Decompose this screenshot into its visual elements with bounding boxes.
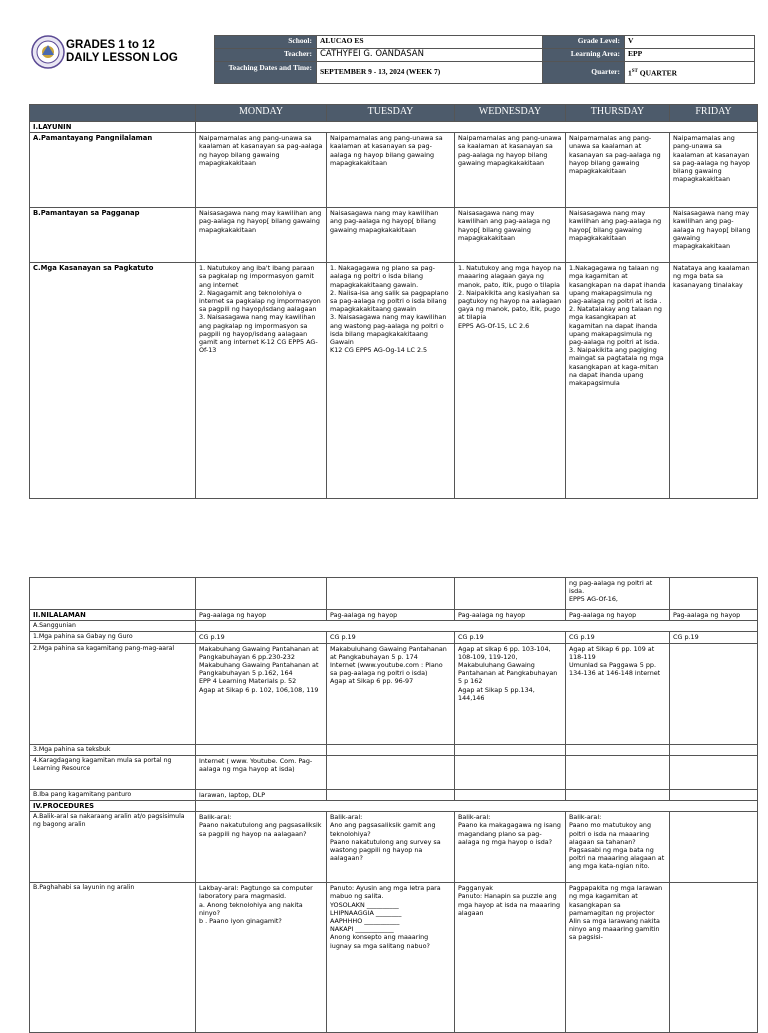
- row-label-pamantayan-sa-pagganap: B.Pamantayan sa Pagganap: [30, 208, 196, 263]
- section-layunin-fill: [196, 122, 758, 133]
- cell-wed-pagganap: Naisasagawa nang may kawilihan ang pag-aalaga ng hayop[ bilang gawaing mapagkakakitaan: [455, 208, 566, 263]
- cell-mon-kasanayan: 1. Natutukoy ang iba't ibang paraan sa pagkalap ng impormasyon gamit ang internet 2. Nagagamit ang teknolohiya o internet sa pagkalap ng impormasyon sa pagpili ng hayop/isdang aalagaan 3. Naisasagawa nang may kawilihan ang pagkalap ng impormasyon sa pagpili ng hayop/isdang aalagaan gamit ang internet K-12 CG EPP5 AG-Of-13: [196, 263, 327, 499]
- cell-tue-iba: [327, 789, 455, 800]
- cell-fri-paghahabi: [670, 883, 758, 1033]
- cell-fri-kasanayan: Natataya ang kaalaman ng mga bata sa kasanayang tinalakay: [670, 263, 758, 499]
- quarter-word: QUARTER: [637, 68, 677, 78]
- teacher-label: Teacher:: [215, 49, 317, 62]
- day-header-monday: MONDAY: [196, 105, 327, 122]
- cell-fri-nilalaman: Pag-aalaga ng hayop: [670, 610, 758, 621]
- cell-mon-paghahabi: Lakbay-aral: Pagtungo sa computer laboratory para magmasid. a. Anong teknolohiya ang nakita ninyo? b . Paano iyon ginagamit?: [196, 883, 327, 1033]
- cell-thu-paghahabi: Pagpapakita ng mga larawan ng mga kagamitan at kasangkapan sa pamamagitan ng projector Alin sa mga larawang nakita ninyo ang maaaring gamitin sa pagsisi-: [566, 883, 670, 1033]
- cell-thu-gabay: CG p.19: [566, 632, 670, 643]
- section-layunin: I.LAYUNIN: [30, 122, 196, 133]
- cell-fri-teksbuk: [670, 744, 758, 755]
- title-line-1: GRADES 1 to 12: [66, 39, 155, 51]
- cell-mon-iba: larawan, laptop, DLP: [196, 789, 327, 800]
- cell-wed-gabay: CG p.19: [455, 632, 566, 643]
- title-line-2: DAILY LESSON LOG: [66, 52, 178, 64]
- day-header-tuesday: TUESDAY: [327, 105, 455, 122]
- quarter-label: Quarter:: [543, 62, 625, 84]
- day-header-friday: FRIDAY: [670, 105, 758, 122]
- cell-thu-nilalaman: Pag-aalaga ng hayop: [566, 610, 670, 621]
- section-procedures: IV.PROCEDURES: [30, 801, 196, 812]
- quarter-value: [625, 62, 755, 84]
- cell-wed-portal: [455, 755, 566, 789]
- cell-tue-portal: [327, 755, 455, 789]
- cell-fri-gabay: CG p.19: [670, 632, 758, 643]
- grade-level-label: Grade Level:: [543, 36, 625, 49]
- quarter-suffix: ST: [631, 68, 638, 74]
- cell-thu-kasanayan: 1.Nakagagawa ng talaan ng mga kagamitan at kasangkapan na dapat ihanda upang makapagsimula ng pag-aalaga ng poltri at isda . 2. Natatalakay ang talaan ng mga kasangkapan at kagamitan na dapat ihanda upang makapagsimula ng pag-aalaga ng poltri at isda. 3. Naipakikita ang pagiging maingat sa pagtatala ng mga kasangkapan at kaga-mitan na dapat ihanda upang makapagsimula: [566, 263, 670, 499]
- cell-thu-pangnilalaman: Naipamamalas ang pang-unawa sa kaalaman at kasanayan sa pag-aalaga ng hayop bilang gawaing mapagkakakitaan: [566, 133, 670, 208]
- cell-tue-balik-aral: Balik-aral: Ano ang pagsasaliksik gamit ang teknolohiya? Paano nakatutulong ang survey sa wastong pagpili ng hayop na aalagaan?: [327, 812, 455, 883]
- cont-blank-tue: [327, 578, 455, 610]
- cell-thu-balik-aral: Balik-aral: Paano mo matutukoy ang poltri o isda na maaaring alagaan sa tahanan? Pagsasabi ng mga bata ng poltri na maaaring alagaan at ang mga kata-ngian nito.: [566, 812, 670, 883]
- day-header-wednesday: WEDNESDAY: [455, 105, 566, 122]
- teaching-dates-value: SEPTEMBER 9 - 13, 2024 (WEEK 7): [317, 62, 543, 84]
- learning-area-value: EPP: [625, 49, 755, 62]
- row-label-pamantayang-pangnilalaman: A.Pamantayang Pangnilalaman: [30, 133, 196, 208]
- cell-tue-paghahabi: Panuto: Ayusin ang mga letra para mabuo ng salita. YOSOLAKN __________ LHIPNAAGGIA ________ AAPHHHO ___________ NAKAPI ____________ Anong konsepto ang maaaring iugnay sa mga salitang nabuo?: [327, 883, 455, 1033]
- cell-wed-pangnilalaman: Naipamamalas ang pang-unawa sa kaalaman at kasanayan sa pag-aalaga ng hayop bilang gawaing mapagkakakitaan: [455, 133, 566, 208]
- row-label-kasanayan-sa-pagkatuto: C.Mga Kasanayan sa Pagkatuto: [30, 263, 196, 499]
- learning-area-label: Learning Area:: [543, 49, 625, 62]
- school-value: ALUCAO ES: [317, 36, 543, 49]
- row-label-teksbuk: 3.Mga pahina sa teksbuk: [30, 744, 196, 755]
- school-label: School:: [215, 36, 317, 49]
- header-info-table: [214, 35, 755, 84]
- cell-tue-gabay: CG p.19: [327, 632, 455, 643]
- section-nilalaman: II.NILALAMAN: [30, 610, 196, 621]
- cell-mon-nilalaman: Pag-aalaga ng hayop: [196, 610, 327, 621]
- row-label-balik-aral: A.Balik-aral sa nakaraang aralin at/o pagsisimula ng bagong aralin: [30, 812, 196, 883]
- cont-blank-fri: [670, 578, 758, 610]
- document-title: [66, 39, 216, 65]
- lesson-log-table-page-2: [29, 577, 758, 1033]
- cell-fri-kagamitan: [670, 643, 758, 744]
- cell-wed-teksbuk: [455, 744, 566, 755]
- sanggunian-fill: [196, 621, 758, 632]
- row-label-paghahabi: B.Paghahabi sa layunin ng aralin: [30, 883, 196, 1033]
- cell-tue-kasanayan: 1. Nakagagawa ng plano sa pag-aalaga ng poltri o isda bilang mapagkakakitaang gawain. 2. Naiisa-isa ang salik sa pagpaplano sa pag-aalaga ng poltri o isda bilang mapagkakakitaang gawain 3. Naisasagawa nang may kawilihan ang wastong pag-aalaga ng poltri o isda bilang mapagkakakitaang Gawain K12 CG EPP5 AG-Og-14 LC 2.5: [327, 263, 455, 499]
- row-label-kagamitang-pang-mag-aaral: 2.Mga pahina sa kagamitang pang-mag-aaral: [30, 643, 196, 744]
- cell-wed-kagamitan: Agap at sikap 6 pp. 103-104, 108-109, 119-120, Makabuluhang Gawaing Pantahanan at Pangkabuhayan 5 p 162 Agap at Sikap 5 pp.134, 144,146: [455, 643, 566, 744]
- cell-fri-balik-aral: [670, 812, 758, 883]
- cell-thu-iba: [566, 789, 670, 800]
- deped-seal-logo: [31, 35, 65, 69]
- cell-mon-teksbuk: [196, 744, 327, 755]
- cell-tue-kagamitan: Makabuluhang Gawaing Pantahanan at Pangkabuhayan 5 p. 174 Internet (www.youtube.com : Plano sa pag-aalaga ng poltri o isda) Agap at Sikap 6 pp. 96-97: [327, 643, 455, 744]
- row-label-sanggunian: A.Sanggunian: [30, 621, 196, 632]
- cell-fri-portal: [670, 755, 758, 789]
- cell-fri-pagganap: Naisasagawa nang may kawilihan ang pag-aalaga ng hayop[ bilang gawaing mapagkakakitaan: [670, 208, 758, 263]
- cell-mon-gabay: CG p.19: [196, 632, 327, 643]
- cell-thu-kasanayan-continued: ng pag-aalaga ng poltri at isda. EPP5 AG-Of-16,: [566, 578, 670, 610]
- teaching-dates-label: Teaching Dates and Time:: [215, 62, 317, 84]
- cell-fri-iba: [670, 789, 758, 800]
- cell-thu-kagamitan: Agap at Sikap 6 pp. 109 at 118-119 Umunlad sa Paggawa 5 pp. 134-136 at 146-148 internet: [566, 643, 670, 744]
- cell-fri-pangnilalaman: Naipamamalas ang pang-unawa sa kaalaman at kasanayan sa pag-aalaga ng hayop bilang gawaing mapagkakakitaan: [670, 133, 758, 208]
- quarter-number: 1: [628, 68, 632, 78]
- cell-wed-balik-aral: Balik-aral: Paano ka makagagawa ng isang magandang plano sa pag-aalaga ng mga hayop o isda?: [455, 812, 566, 883]
- cont-blank-mon: [196, 578, 327, 610]
- cell-thu-teksbuk: [566, 744, 670, 755]
- procedures-fill: [196, 801, 758, 812]
- cont-blank-wed: [455, 578, 566, 610]
- cell-tue-teksbuk: [327, 744, 455, 755]
- day-header-blank: [30, 105, 196, 122]
- cell-tue-pagganap: Naisasagawa nang may kawilihan ang pag-aalaga ng hayop[ bilang gawaing mapagkakakitaan: [327, 208, 455, 263]
- cell-mon-pangnilalaman: Naipamamalas ang pang-unawa sa kaalaman at kasanayan sa pag-aalaga ng hayop bilang gawaing mapagkakakitaan: [196, 133, 327, 208]
- cont-blank-label: [30, 578, 196, 610]
- cell-wed-iba: [455, 789, 566, 800]
- teacher-value: CATHYFEI G. OANDASAN: [317, 49, 543, 62]
- cell-tue-pangnilalaman: Naipamamalas ang pang-unawa sa kaalaman at kasanayan sa pag-aalaga ng hayop bilang gawaing mapagkakakitaan: [327, 133, 455, 208]
- cell-mon-pagganap: Naisasagawa nang may kawilihan ang pag-aalaga ng hayop[ bilang gawaing mapagkakakitaan: [196, 208, 327, 263]
- cell-mon-kagamitan: Makabuhang Gawaing Pantahanan at Pangkabuhayan 6 pp.230-232 Makabuhang Gawaing Pantahanan at Pangkabuhayan 5 p.162, 164 EPP 4 Learning Materials p. 52 Agap at Sikap 6 p. 102, 106,108, 119: [196, 643, 327, 744]
- cell-wed-kasanayan: 1. Natutukoy ang mga hayop na maaaring alagaan gaya ng manok, pato, itik, pugo o tilapia 2. Naipakikita ang kasiyahan sa pagtukoy ng hayop na aalagaan gaya ng manok, pato, itik, pugo at tilapia EPP5 AG-Of-15, LC 2.6: [455, 263, 566, 499]
- cell-mon-balik-aral: Balik-aral: Paano nakatutulong ang pagsasaliksik sa pagpili ng hayop na aalagaan?: [196, 812, 327, 883]
- cell-wed-paghahabi: Pagganyak Panuto: Hanapin sa puzzle ang mga hayop at isda na maaaring alagaan: [455, 883, 566, 1033]
- day-header-thursday: THURSDAY: [566, 105, 670, 122]
- grade-level-value: V: [625, 36, 755, 49]
- cell-thu-portal: [566, 755, 670, 789]
- cell-tue-nilalaman: Pag-aalaga ng hayop: [327, 610, 455, 621]
- cell-mon-portal: Internet ( www. Youtube. Com. Pag-aalaga ng mga hayop at isda): [196, 755, 327, 789]
- row-label-karagdagang-kagamitan: 4.Karagdagang kagamitan mula sa portal ng Learning Resource: [30, 755, 196, 789]
- row-label-iba-pang-kagamitan: B.Iba pang kagamitang panturo: [30, 789, 196, 800]
- cell-thu-pagganap: Naisasagawa nang may kawilihan ang pag-aalaga ng hayop[ bilang gawaing mapagkakakitaan: [566, 208, 670, 263]
- cell-wed-nilalaman: Pag-aalaga ng hayop: [455, 610, 566, 621]
- row-label-gabay-ng-guro: 1.Mga pahina sa Gabay ng Guro: [30, 632, 196, 643]
- lesson-log-table-page-1: [29, 104, 758, 499]
